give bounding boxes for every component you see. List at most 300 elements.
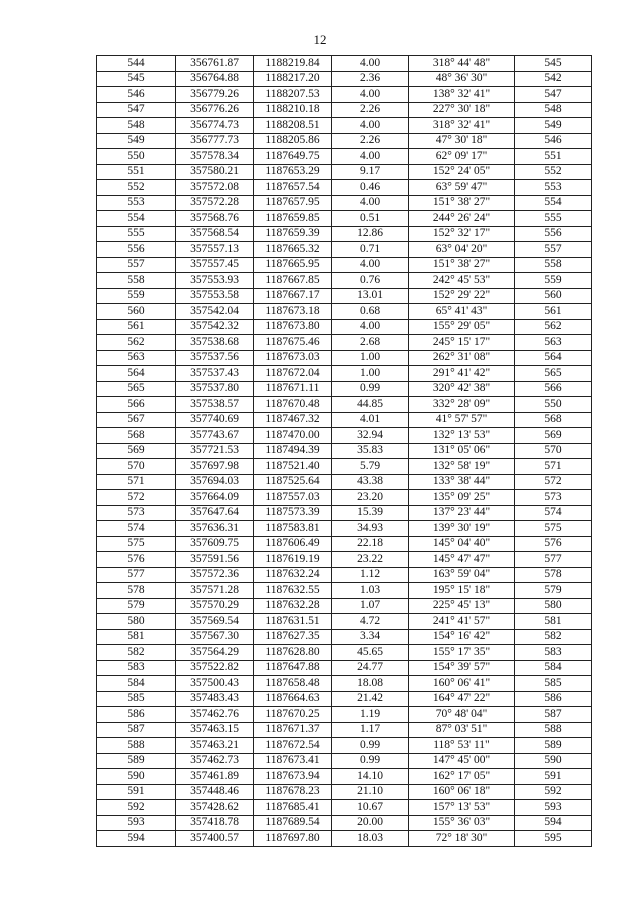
direction-angle-cell: 151° 38' 27" [409, 195, 515, 211]
distance-cell: 23.20 [332, 490, 409, 506]
x-coordinate-cell: 357694.03 [176, 474, 254, 490]
direction-angle-cell: 147° 45' 00" [409, 753, 515, 769]
distance-cell: 18.03 [332, 831, 409, 847]
table-row [97, 815, 592, 831]
y-coordinate-cell: 1187689.54 [254, 815, 332, 831]
y-coordinate-cell: 1187678.23 [254, 784, 332, 800]
distance-cell: 10.67 [332, 800, 409, 816]
x-coordinate-cell: 357538.57 [176, 397, 254, 413]
table-row [97, 567, 592, 583]
x-coordinate-cell: 357578.34 [176, 149, 254, 165]
next-point-cell: 592 [515, 784, 592, 800]
next-point-cell: 551 [515, 149, 592, 165]
table-row [97, 583, 592, 599]
y-coordinate-cell: 1187653.29 [254, 164, 332, 180]
distance-cell: 21.42 [332, 691, 409, 707]
table-row [97, 304, 592, 320]
table-row [97, 180, 592, 196]
next-point-cell: 563 [515, 335, 592, 351]
distance-cell: 18.08 [332, 676, 409, 692]
table-row [97, 645, 592, 661]
table-row [97, 195, 592, 211]
x-coordinate-cell: 356774.73 [176, 118, 254, 134]
point-number-cell: 584 [97, 676, 176, 692]
direction-angle-cell: 155° 29' 05" [409, 319, 515, 335]
distance-cell: 14.10 [332, 769, 409, 785]
x-coordinate-cell: 357500.43 [176, 676, 254, 692]
y-coordinate-cell: 1187657.54 [254, 180, 332, 196]
direction-angle-cell: 155° 36' 03" [409, 815, 515, 831]
x-coordinate-cell: 357564.29 [176, 645, 254, 661]
distance-cell: 2.68 [332, 335, 409, 351]
table-row [97, 335, 592, 351]
next-point-cell: 546 [515, 133, 592, 149]
x-coordinate-cell: 357580.21 [176, 164, 254, 180]
y-coordinate-cell: 1187697.80 [254, 831, 332, 847]
y-coordinate-cell: 1187670.25 [254, 707, 332, 723]
point-number-cell: 546 [97, 87, 176, 103]
x-coordinate-cell: 357571.28 [176, 583, 254, 599]
direction-angle-cell: 131° 05' 06" [409, 443, 515, 459]
distance-cell: 1.00 [332, 350, 409, 366]
x-coordinate-cell: 357462.76 [176, 707, 254, 723]
y-coordinate-cell: 1187657.95 [254, 195, 332, 211]
point-number-cell: 577 [97, 567, 176, 583]
next-point-cell: 573 [515, 490, 592, 506]
distance-cell: 1.12 [332, 567, 409, 583]
next-point-cell: 578 [515, 567, 592, 583]
point-number-cell: 547 [97, 102, 176, 118]
point-number-cell: 581 [97, 629, 176, 645]
direction-angle-cell: 157° 13' 53" [409, 800, 515, 816]
distance-cell: 1.17 [332, 722, 409, 738]
table-row [97, 350, 592, 366]
direction-angle-cell: 48° 36' 30" [409, 71, 515, 87]
direction-angle-cell: 318° 44' 48" [409, 56, 515, 72]
point-number-cell: 579 [97, 598, 176, 614]
direction-angle-cell: 242° 45' 53" [409, 273, 515, 289]
x-coordinate-cell: 357636.31 [176, 521, 254, 537]
point-number-cell: 549 [97, 133, 176, 149]
distance-cell: 5.79 [332, 459, 409, 475]
direction-angle-cell: 164° 47' 22" [409, 691, 515, 707]
y-coordinate-cell: 1188208.51 [254, 118, 332, 134]
direction-angle-cell: 72° 18' 30" [409, 831, 515, 847]
direction-angle-cell: 65° 41' 43" [409, 304, 515, 320]
direction-angle-cell: 135° 09' 25" [409, 490, 515, 506]
point-number-cell: 555 [97, 226, 176, 242]
table-row [97, 102, 592, 118]
y-coordinate-cell: 1187673.80 [254, 319, 332, 335]
x-coordinate-cell: 357743.67 [176, 428, 254, 444]
next-point-cell: 594 [515, 815, 592, 831]
point-number-cell: 566 [97, 397, 176, 413]
table-row [97, 149, 592, 165]
x-coordinate-cell: 357591.56 [176, 552, 254, 568]
table-row [97, 769, 592, 785]
x-coordinate-cell: 357538.68 [176, 335, 254, 351]
point-number-cell: 557 [97, 257, 176, 273]
direction-angle-cell: 227° 30' 18" [409, 102, 515, 118]
next-point-cell: 593 [515, 800, 592, 816]
x-coordinate-cell: 357568.76 [176, 211, 254, 227]
next-point-cell: 582 [515, 629, 592, 645]
distance-cell: 0.99 [332, 738, 409, 754]
table-row [97, 738, 592, 754]
table-row [97, 242, 592, 258]
y-coordinate-cell: 1188219.84 [254, 56, 332, 72]
x-coordinate-cell: 357553.93 [176, 273, 254, 289]
direction-angle-cell: 151° 38' 27" [409, 257, 515, 273]
distance-cell: 15.39 [332, 505, 409, 521]
direction-angle-cell: 163° 59' 04" [409, 567, 515, 583]
point-number-cell: 569 [97, 443, 176, 459]
y-coordinate-cell: 1187619.19 [254, 552, 332, 568]
next-point-cell: 562 [515, 319, 592, 335]
next-point-cell: 559 [515, 273, 592, 289]
table-row [97, 397, 592, 413]
direction-angle-cell: 154° 16' 42" [409, 629, 515, 645]
y-coordinate-cell: 1187632.28 [254, 598, 332, 614]
distance-cell: 4.00 [332, 149, 409, 165]
y-coordinate-cell: 1187632.24 [254, 567, 332, 583]
next-point-cell: 572 [515, 474, 592, 490]
table-row [97, 211, 592, 227]
next-point-cell: 583 [515, 645, 592, 661]
table-row [97, 412, 592, 428]
distance-cell: 1.19 [332, 707, 409, 723]
x-coordinate-cell: 356764.88 [176, 71, 254, 87]
distance-cell: 4.00 [332, 257, 409, 273]
point-number-cell: 583 [97, 660, 176, 676]
direction-angle-cell: 152° 32' 17" [409, 226, 515, 242]
point-number-cell: 582 [97, 645, 176, 661]
table-row [97, 490, 592, 506]
distance-cell: 12.86 [332, 226, 409, 242]
direction-angle-cell: 244° 26' 24" [409, 211, 515, 227]
point-number-cell: 574 [97, 521, 176, 537]
point-number-cell: 589 [97, 753, 176, 769]
direction-angle-cell: 133° 38' 44" [409, 474, 515, 490]
point-number-cell: 568 [97, 428, 176, 444]
direction-angle-cell: 139° 30' 19" [409, 521, 515, 537]
distance-cell: 45.65 [332, 645, 409, 661]
next-point-cell: 585 [515, 676, 592, 692]
y-coordinate-cell: 1187667.17 [254, 288, 332, 304]
y-coordinate-cell: 1187521.40 [254, 459, 332, 475]
x-coordinate-cell: 357572.28 [176, 195, 254, 211]
y-coordinate-cell: 1188205.86 [254, 133, 332, 149]
next-point-cell: 552 [515, 164, 592, 180]
distance-cell: 1.03 [332, 583, 409, 599]
y-coordinate-cell: 1187627.35 [254, 629, 332, 645]
y-coordinate-cell: 1187671.11 [254, 381, 332, 397]
y-coordinate-cell: 1187672.54 [254, 738, 332, 754]
y-coordinate-cell: 1187667.85 [254, 273, 332, 289]
y-coordinate-cell: 1187557.03 [254, 490, 332, 506]
distance-cell: 4.72 [332, 614, 409, 630]
direction-angle-cell: 63° 04' 20" [409, 242, 515, 258]
distance-cell: 0.46 [332, 180, 409, 196]
direction-angle-cell: 145° 04' 40" [409, 536, 515, 552]
y-coordinate-cell: 1187665.95 [254, 257, 332, 273]
next-point-cell: 571 [515, 459, 592, 475]
distance-cell: 35.83 [332, 443, 409, 459]
point-number-cell: 553 [97, 195, 176, 211]
y-coordinate-cell: 1187631.51 [254, 614, 332, 630]
distance-cell: 1.00 [332, 366, 409, 382]
direction-angle-cell: 195° 15' 18" [409, 583, 515, 599]
next-point-cell: 577 [515, 552, 592, 568]
x-coordinate-cell: 357567.30 [176, 629, 254, 645]
point-number-cell: 591 [97, 784, 176, 800]
x-coordinate-cell: 357557.13 [176, 242, 254, 258]
point-number-cell: 561 [97, 319, 176, 335]
distance-cell: 4.01 [332, 412, 409, 428]
distance-cell: 34.93 [332, 521, 409, 537]
distance-cell: 2.26 [332, 102, 409, 118]
x-coordinate-cell: 356761.87 [176, 56, 254, 72]
page-number: 12 [313, 32, 327, 47]
direction-angle-cell: 118° 53' 11" [409, 738, 515, 754]
point-number-cell: 578 [97, 583, 176, 599]
table-row [97, 536, 592, 552]
table-row [97, 87, 592, 103]
table-row [97, 226, 592, 242]
table-row [97, 459, 592, 475]
point-number-cell: 562 [97, 335, 176, 351]
y-coordinate-cell: 1187583.81 [254, 521, 332, 537]
point-number-cell: 567 [97, 412, 176, 428]
direction-angle-cell: 154° 39' 57" [409, 660, 515, 676]
table-row [97, 71, 592, 87]
next-point-cell: 595 [515, 831, 592, 847]
next-point-cell: 584 [515, 660, 592, 676]
distance-cell: 0.71 [332, 242, 409, 258]
direction-angle-cell: 152° 24' 05" [409, 164, 515, 180]
x-coordinate-cell: 357569.54 [176, 614, 254, 630]
direction-angle-cell: 320° 42' 38" [409, 381, 515, 397]
y-coordinate-cell: 1187658.48 [254, 676, 332, 692]
next-point-cell: 586 [515, 691, 592, 707]
table-row [97, 784, 592, 800]
next-point-cell: 591 [515, 769, 592, 785]
distance-cell: 0.99 [332, 753, 409, 769]
next-point-cell: 560 [515, 288, 592, 304]
next-point-cell: 568 [515, 412, 592, 428]
next-point-cell: 566 [515, 381, 592, 397]
next-point-cell: 570 [515, 443, 592, 459]
table-row [97, 831, 592, 847]
x-coordinate-cell: 357537.56 [176, 350, 254, 366]
x-coordinate-cell: 357609.75 [176, 536, 254, 552]
table-row [97, 660, 592, 676]
table-row [97, 598, 592, 614]
x-coordinate-cell: 357572.08 [176, 180, 254, 196]
distance-cell: 24.77 [332, 660, 409, 676]
y-coordinate-cell: 1188210.18 [254, 102, 332, 118]
table-row [97, 443, 592, 459]
y-coordinate-cell: 1187525.64 [254, 474, 332, 490]
next-point-cell: 547 [515, 87, 592, 103]
next-point-cell: 579 [515, 583, 592, 599]
next-point-cell: 545 [515, 56, 592, 72]
table-row [97, 133, 592, 149]
table-row [97, 474, 592, 490]
y-coordinate-cell: 1187673.18 [254, 304, 332, 320]
direction-angle-cell: 62° 09' 17" [409, 149, 515, 165]
table-row [97, 164, 592, 180]
point-number-cell: 573 [97, 505, 176, 521]
y-coordinate-cell: 1187672.04 [254, 366, 332, 382]
distance-cell: 2.26 [332, 133, 409, 149]
distance-cell: 0.68 [332, 304, 409, 320]
direction-angle-cell: 47° 30' 18" [409, 133, 515, 149]
distance-cell: 2.36 [332, 71, 409, 87]
next-point-cell: 553 [515, 180, 592, 196]
point-number-cell: 570 [97, 459, 176, 475]
point-number-cell: 552 [97, 180, 176, 196]
x-coordinate-cell: 357462.73 [176, 753, 254, 769]
next-point-cell: 574 [515, 505, 592, 521]
direction-angle-cell: 132° 13' 53" [409, 428, 515, 444]
point-number-cell: 590 [97, 769, 176, 785]
point-number-cell: 593 [97, 815, 176, 831]
point-number-cell: 572 [97, 490, 176, 506]
distance-cell: 0.76 [332, 273, 409, 289]
y-coordinate-cell: 1187470.00 [254, 428, 332, 444]
table-row [97, 552, 592, 568]
distance-cell: 4.00 [332, 195, 409, 211]
x-coordinate-cell: 357664.09 [176, 490, 254, 506]
distance-cell: 43.38 [332, 474, 409, 490]
next-point-cell: 558 [515, 257, 592, 273]
direction-angle-cell: 145° 47' 47" [409, 552, 515, 568]
point-number-cell: 545 [97, 71, 176, 87]
table-row [97, 366, 592, 382]
x-coordinate-cell: 357463.15 [176, 722, 254, 738]
x-coordinate-cell: 357461.89 [176, 769, 254, 785]
next-point-cell: 580 [515, 598, 592, 614]
point-number-cell: 548 [97, 118, 176, 134]
distance-cell: 4.00 [332, 319, 409, 335]
table-row [97, 319, 592, 335]
y-coordinate-cell: 1187673.94 [254, 769, 332, 785]
next-point-cell: 575 [515, 521, 592, 537]
x-coordinate-cell: 357418.78 [176, 815, 254, 831]
table-row [97, 753, 592, 769]
y-coordinate-cell: 1187659.39 [254, 226, 332, 242]
y-coordinate-cell: 1187494.39 [254, 443, 332, 459]
next-point-cell: 576 [515, 536, 592, 552]
point-number-cell: 560 [97, 304, 176, 320]
x-coordinate-cell: 356776.26 [176, 102, 254, 118]
table-row [97, 614, 592, 630]
point-number-cell: 554 [97, 211, 176, 227]
x-coordinate-cell: 357463.21 [176, 738, 254, 754]
next-point-cell: 548 [515, 102, 592, 118]
direction-angle-cell: 332° 28' 09" [409, 397, 515, 413]
x-coordinate-cell: 357572.36 [176, 567, 254, 583]
table-row [97, 629, 592, 645]
point-number-cell: 580 [97, 614, 176, 630]
table-row [97, 521, 592, 537]
direction-angle-cell: 160° 06' 41" [409, 676, 515, 692]
x-coordinate-cell: 357570.29 [176, 598, 254, 614]
point-number-cell: 588 [97, 738, 176, 754]
distance-cell: 4.00 [332, 87, 409, 103]
point-number-cell: 586 [97, 707, 176, 723]
y-coordinate-cell: 1187647.88 [254, 660, 332, 676]
y-coordinate-cell: 1187649.75 [254, 149, 332, 165]
point-number-cell: 575 [97, 536, 176, 552]
direction-angle-cell: 162° 17' 05" [409, 769, 515, 785]
table-row [97, 273, 592, 289]
direction-angle-cell: 138° 32' 41" [409, 87, 515, 103]
table-row [97, 381, 592, 397]
point-number-cell: 571 [97, 474, 176, 490]
point-number-cell: 559 [97, 288, 176, 304]
point-number-cell: 556 [97, 242, 176, 258]
y-coordinate-cell: 1188207.53 [254, 87, 332, 103]
x-coordinate-cell: 357428.62 [176, 800, 254, 816]
distance-cell: 44.85 [332, 397, 409, 413]
next-point-cell: 556 [515, 226, 592, 242]
y-coordinate-cell: 1187664.63 [254, 691, 332, 707]
table-row [97, 800, 592, 816]
distance-cell: 0.99 [332, 381, 409, 397]
y-coordinate-cell: 1187685.41 [254, 800, 332, 816]
direction-angle-cell: 41° 57' 57" [409, 412, 515, 428]
direction-angle-cell: 318° 32' 41" [409, 118, 515, 134]
y-coordinate-cell: 1187665.32 [254, 242, 332, 258]
next-point-cell: 589 [515, 738, 592, 754]
distance-cell: 4.00 [332, 118, 409, 134]
point-number-cell: 585 [97, 691, 176, 707]
point-number-cell: 551 [97, 164, 176, 180]
y-coordinate-cell: 1187659.85 [254, 211, 332, 227]
table-row [97, 288, 592, 304]
next-point-cell: 549 [515, 118, 592, 134]
y-coordinate-cell: 1188217.20 [254, 71, 332, 87]
table-row [97, 707, 592, 723]
table-row [97, 257, 592, 273]
y-coordinate-cell: 1187467.32 [254, 412, 332, 428]
y-coordinate-cell: 1187670.48 [254, 397, 332, 413]
distance-cell: 21.10 [332, 784, 409, 800]
x-coordinate-cell: 357448.46 [176, 784, 254, 800]
point-number-cell: 564 [97, 366, 176, 382]
x-coordinate-cell: 357522.82 [176, 660, 254, 676]
direction-angle-cell: 262° 31' 08" [409, 350, 515, 366]
next-point-cell: 561 [515, 304, 592, 320]
table-row [97, 691, 592, 707]
direction-angle-cell: 225° 45' 13" [409, 598, 515, 614]
y-coordinate-cell: 1187573.39 [254, 505, 332, 521]
direction-angle-cell: 87° 03' 51" [409, 722, 515, 738]
next-point-cell: 564 [515, 350, 592, 366]
x-coordinate-cell: 357740.69 [176, 412, 254, 428]
next-point-cell: 588 [515, 722, 592, 738]
distance-cell: 3.34 [332, 629, 409, 645]
next-point-cell: 565 [515, 366, 592, 382]
distance-cell: 0.51 [332, 211, 409, 227]
table-row [97, 676, 592, 692]
point-number-cell: 576 [97, 552, 176, 568]
table-row [97, 56, 592, 72]
x-coordinate-cell: 357553.58 [176, 288, 254, 304]
x-coordinate-cell: 357542.32 [176, 319, 254, 335]
